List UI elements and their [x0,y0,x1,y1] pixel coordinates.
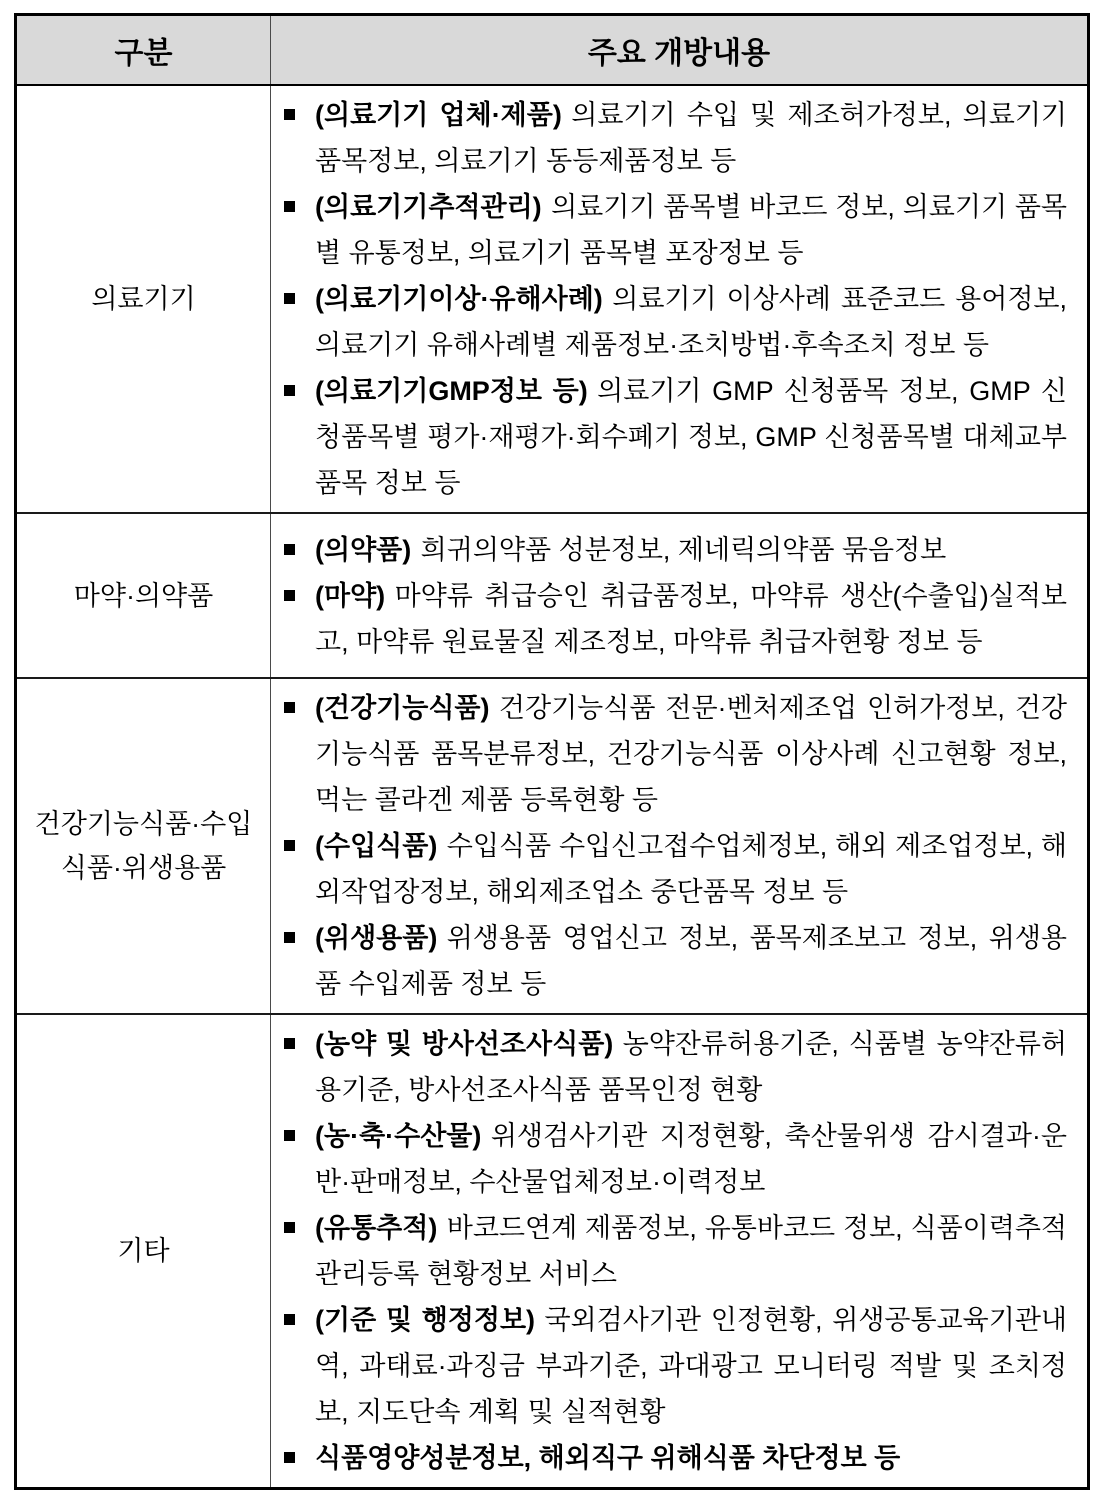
list-item [271,1205,1067,1297]
bullet-icon [284,544,295,555]
table-row-narcotics-pharma [16,513,1089,678]
bullet-icon [284,109,295,120]
list-item [271,527,1067,573]
bullet-icon [284,1038,295,1049]
item-label: (건강기능식품) [315,693,490,723]
item-text: 희귀의약품 성분정보, 제네릭의약품 묶음정보 [420,534,947,565]
item-label: (농·축·수산물) [315,1121,482,1151]
item-text-bold: 식품영양성분정보, 해외직구 위해식품 차단정보 등 [315,1443,901,1473]
item-label: (수입식품) [315,831,438,861]
item-text: 국외검사기관 인정현황, 위생공통교육기관내역, 과태료·과징금 부과기준, 과대광고 모니터링 적발 및 조치정보, 지도단속 계획 및 실적현황 [315,1305,1067,1427]
item-label: (기준 및 행정정보) [315,1305,536,1335]
item-text: 의료기기 품목별 바코드 정보, 의료기기 품목별 유통정보, 의료기기 품목별 포장정보 등 [315,192,1067,268]
bullet-icon [284,702,295,713]
list-item [271,1021,1067,1113]
list-item [271,1297,1067,1435]
bullet-icon [284,932,295,943]
table-row-medical-devices [16,85,1089,513]
list-item [271,276,1067,368]
item-text: 위생용품 영업신고 정보, 품목제조보고 정보, 위생용품 수입제품 정보 등 [315,923,1067,999]
item-label: (의료기기추적관리) [315,192,542,222]
item-label: (위생용품) [315,923,438,953]
list-item [271,92,1067,184]
bullet-icon [284,201,295,212]
bullet-icon [284,1130,295,1141]
bullet-list [271,685,1067,1007]
header-contents: 주요 개방내용 [271,15,1089,86]
bullet-list [271,1021,1067,1481]
list-item [271,1435,1067,1481]
category-label: 마약·의약품 [16,513,271,678]
bullet-icon [284,590,295,601]
bullet-list [271,92,1067,506]
list-item [271,823,1067,915]
bullet-icon [284,1452,295,1463]
content-cell [271,678,1089,1014]
list-item [271,1113,1067,1205]
item-text: 수입식품 수입신고접수업체정보, 해외 제조업정보, 해외작업장정보, 해외제조업소 중단품목 정보 등 [315,831,1067,907]
item-text: 의료기기 수입 및 제조허가정보, 의료기기 품목정보, 의료기기 동등제품정보 등 [315,100,1067,176]
bullet-list [271,527,1067,665]
item-label: (의료기기 업체·제품) [315,100,562,130]
item-text: 건강기능식품 전문·벤처제조업 인허가정보, 건강기능식품 품목분류정보, 건강기능식품 이상사례 신고현황 정보, 먹는 콜라겐 제품 등록현황 등 [315,693,1067,815]
item-label: (의료기기GMP정보 등) [315,376,588,406]
item-text: 의료기기 GMP 신청품목 정보, GMP 신청품목별 평가·재평가·회수폐기 정보, GMP 신청품목별 대체교부품목 정보 등 [315,376,1067,498]
list-item [271,573,1067,665]
item-text: 마약류 취급승인 취급품정보, 마약류 생산(수출입)실적보고, 마약류 원료물질 제조정보, 마약류 취급자현황 정보 등 [315,580,1067,657]
bullet-icon [284,1222,295,1233]
item-text: 위생검사기관 지정현황, 축산물위생 감시결과·운반·판매정보, 수산물업체정보·이력정보 [315,1121,1067,1197]
list-item [271,685,1067,823]
item-label: (농약 및 방사선조사식품) [315,1029,614,1059]
item-text: 바코드연계 제품정보, 유통바코드 정보, 식품이력추적관리등록 현황정보 서비스 [315,1213,1067,1289]
header-row [16,15,1089,86]
list-item [271,915,1067,1007]
content-cell [271,1014,1089,1489]
header-category: 구분 [16,15,271,86]
list-item [271,184,1067,276]
open-data-table [14,13,1090,1490]
table-row-health-food [16,678,1089,1014]
bullet-icon [284,840,295,851]
item-label: (마약) [315,580,386,611]
list-item [271,368,1067,506]
bullet-icon [284,385,295,396]
bullet-icon [284,293,295,304]
category-label: 건강기능식품·수입식품·위생용품 [16,678,271,1014]
item-text: 농약잔류허용기준, 식품별 농약잔류허용기준, 방사선조사식품 품목인정 현황 [315,1029,1067,1105]
table-row-etc [16,1014,1089,1489]
content-cell [271,513,1089,678]
content-cell [271,85,1089,513]
item-label: (의약품) [315,534,412,565]
bullet-icon [284,1314,295,1325]
item-label: (유통추적) [315,1213,438,1243]
item-text: 의료기기 이상사례 표준코드 용어정보, 의료기기 유해사례별 제품정보·조치방법·후속조치 정보 등 [315,284,1067,360]
category-label: 기타 [16,1014,271,1489]
item-label: (의료기기이상·유해사례) [315,284,603,314]
category-label: 의료기기 [16,85,271,513]
